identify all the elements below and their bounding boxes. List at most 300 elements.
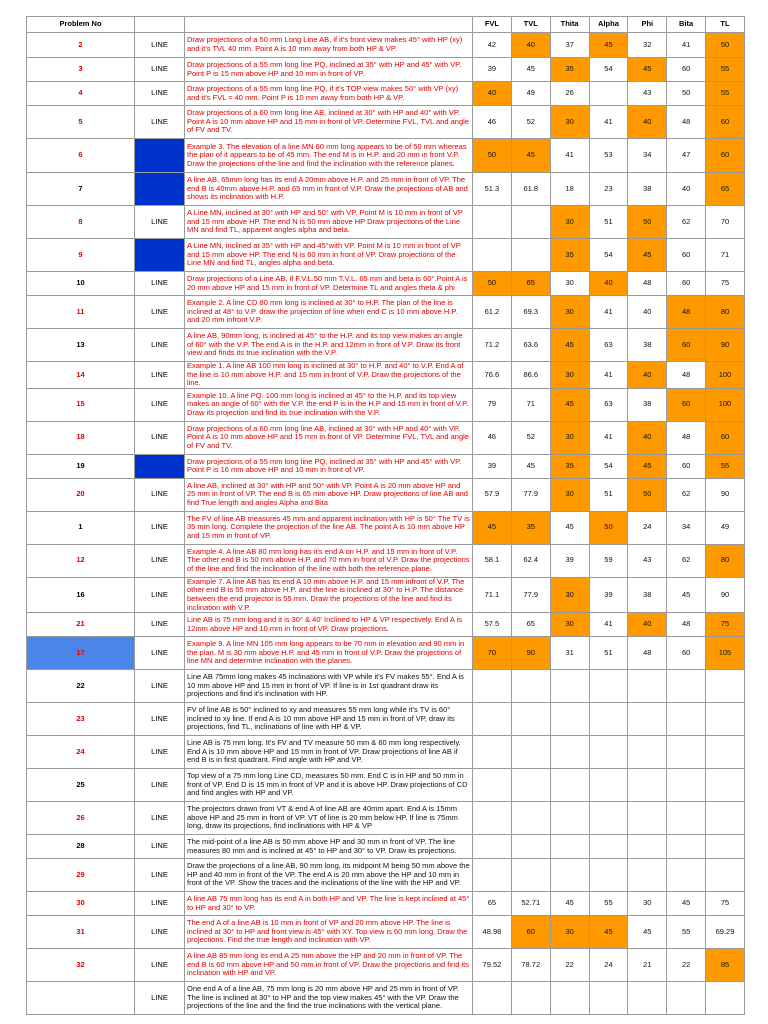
problem-type-cell[interactable]: LINE [135, 206, 185, 239]
tvl-value-cell[interactable] [511, 206, 550, 239]
problem-number-cell[interactable] [27, 982, 135, 1015]
alpha-value-cell[interactable]: 51 [589, 478, 628, 511]
problem-number-cell[interactable]: 3 [27, 58, 135, 82]
tvl-value-cell[interactable]: 60 [511, 916, 550, 949]
tvl-value-cell[interactable]: 45 [511, 139, 550, 173]
alpha-value-cell[interactable]: 54 [589, 58, 628, 82]
tvl-value-cell[interactable]: 52.71 [511, 892, 550, 916]
problem-number-cell[interactable]: 15 [27, 388, 135, 421]
problem-number-cell[interactable]: 18 [27, 421, 135, 454]
problem-description-cell[interactable]: Draw projections of a 60 mm long line AB, inclined at 30° with HP and 40° with VP. Point A is 10 mm above HP and 15 mm in front of VP. Determine FVL, TVL and angle of FV and TV. [185, 421, 473, 454]
thita-value-cell[interactable]: 31 [550, 637, 589, 670]
tl-value-cell[interactable]: 90 [706, 577, 745, 612]
problem-number-cell[interactable]: 8 [27, 206, 135, 239]
thita-value-cell[interactable]: 22 [550, 949, 589, 982]
fvl-value-cell[interactable]: 65 [473, 892, 512, 916]
phi-value-cell[interactable] [628, 736, 667, 769]
alpha-value-cell[interactable]: 51 [589, 206, 628, 239]
phi-value-cell[interactable]: 45 [628, 454, 667, 478]
fvl-value-cell[interactable]: 58.1 [473, 544, 512, 577]
problem-number-cell[interactable]: 30 [27, 892, 135, 916]
problem-type-cell[interactable]: LINE [135, 173, 185, 206]
problem-type-cell[interactable]: LINE [135, 577, 185, 612]
problem-type-cell[interactable]: LINE [135, 769, 185, 802]
phi-value-cell[interactable]: 38 [628, 388, 667, 421]
bita-value-cell[interactable]: 45 [667, 577, 706, 612]
problem-number-cell[interactable]: 22 [27, 670, 135, 703]
problem-number-cell[interactable]: 11 [27, 296, 135, 329]
thita-value-cell[interactable] [550, 769, 589, 802]
problem-description-cell[interactable]: Line AB is 75 mm long. It's FV and TV measure 50 mm & 60 mm long respectively. End A is 10 mm above HP and 15 mm in front of VP. Draw projections of line AB if end B is in first quadrant. Find angle with HP and VP. [185, 736, 473, 769]
alpha-value-cell[interactable]: 59 [589, 544, 628, 577]
phi-value-cell[interactable]: 21 [628, 949, 667, 982]
problem-number-cell[interactable]: 4 [27, 82, 135, 106]
bita-value-cell[interactable]: 34 [667, 511, 706, 544]
problem-description-cell[interactable]: Draw the projections of a line AB, 90 mm long, its midpoint M being 50 mm above the HP and 40 mm in front of the VP. The end A is 20 mm above the HP and 10 mm in front of the VP. Show the traces and the inclinations of the line with the HP and VP. [185, 859, 473, 892]
problem-description-cell[interactable]: A Line MN, inclined at 30° with HP and 50° with VP. Point M is 10 mm in front of VP and 15 mm above HP. The end N is 50 mm above HP Draw projections of the Line MN and find TL, apparent angles alpha and beta. [185, 206, 473, 239]
alpha-value-cell[interactable]: 55 [589, 892, 628, 916]
problem-number-cell[interactable]: 14 [27, 362, 135, 389]
problem-number-cell[interactable]: 6 [27, 139, 135, 173]
fvl-value-cell[interactable]: 79.52 [473, 949, 512, 982]
fvl-value-cell[interactable] [473, 239, 512, 272]
phi-value-cell[interactable] [628, 835, 667, 859]
bita-value-cell[interactable]: 60 [667, 454, 706, 478]
problem-type-cell[interactable]: LINE [135, 272, 185, 296]
alpha-value-cell[interactable]: 41 [589, 613, 628, 637]
problem-type-cell[interactable]: LINE [135, 329, 185, 362]
thita-value-cell[interactable]: 37 [550, 33, 589, 58]
tvl-value-cell[interactable]: 69.3 [511, 296, 550, 329]
thita-value-cell[interactable]: 35 [550, 58, 589, 82]
tvl-value-cell[interactable] [511, 859, 550, 892]
problem-description-cell[interactable]: The mid-point of a line AB is 50 mm above HP and 30 mm in front of VP. The line measures 80 mm and is inclined at 45° to HP and 30° to VP. Draw its projections. [185, 835, 473, 859]
problem-description-cell[interactable]: Draw projections of a 55 mm long line PQ, inclined at 35° with HP and 45° with VP. Point P is 15 mm above HP and 10 mm in front of VP. [185, 58, 473, 82]
phi-value-cell[interactable]: 50 [628, 206, 667, 239]
bita-value-cell[interactable]: 48 [667, 296, 706, 329]
problem-description-cell[interactable]: Draw projections of a 60 mm long line AB, inclined at 30° with HP and 40° with VP. Point A is 10 mm above HP and 15 mm in front of VP. Determine FVL, TVL and angle of FV and TV. [185, 106, 473, 139]
bita-value-cell[interactable]: 60 [667, 239, 706, 272]
tl-value-cell[interactable]: 75 [706, 272, 745, 296]
thita-value-cell[interactable] [550, 736, 589, 769]
problem-number-cell[interactable]: 7 [27, 173, 135, 206]
problem-type-cell[interactable]: LINE [135, 239, 185, 272]
problem-type-cell[interactable]: LINE [135, 703, 185, 736]
alpha-value-cell[interactable]: 41 [589, 296, 628, 329]
tvl-value-cell[interactable] [511, 703, 550, 736]
phi-value-cell[interactable]: 30 [628, 892, 667, 916]
tvl-value-cell[interactable]: 40 [511, 33, 550, 58]
tl-value-cell[interactable]: 71 [706, 239, 745, 272]
thita-value-cell[interactable]: 30 [550, 296, 589, 329]
fvl-value-cell[interactable] [473, 206, 512, 239]
fvl-value-cell[interactable]: 42 [473, 33, 512, 58]
problem-description-cell[interactable]: Example 10. A line PQ. 100 mm long is inclined at 45° to the H.P. and its top view makes an angle of 60° with the V.P. the end P is in the H.P and 15 mm in front of V.P. Draw its projection and find its true inclination with the V.P. [185, 388, 473, 421]
thita-value-cell[interactable]: 41 [550, 139, 589, 173]
thita-value-cell[interactable]: 30 [550, 106, 589, 139]
header-phi[interactable]: Phi [628, 17, 667, 33]
thita-value-cell[interactable]: 35 [550, 454, 589, 478]
fvl-value-cell[interactable]: 57.5 [473, 613, 512, 637]
tl-value-cell[interactable] [706, 703, 745, 736]
thita-value-cell[interactable]: 30 [550, 272, 589, 296]
problem-type-cell[interactable]: LINE [135, 106, 185, 139]
fvl-value-cell[interactable] [473, 802, 512, 835]
problem-description-cell[interactable]: Example 4. A line AB 80 mm long has it's end A on H.P. and 15 mm in front of V.P. The other end B is 50 mm above H.P. and 70 mm in front of V.P. Draw the projections of the line and find the inclination of the line with both the reference plane. [185, 544, 473, 577]
tl-value-cell[interactable]: 49 [706, 511, 745, 544]
tvl-value-cell[interactable]: 77.9 [511, 478, 550, 511]
phi-value-cell[interactable]: 32 [628, 33, 667, 58]
thita-value-cell[interactable] [550, 835, 589, 859]
fvl-value-cell[interactable]: 40 [473, 82, 512, 106]
tvl-value-cell[interactable]: 78.72 [511, 949, 550, 982]
alpha-value-cell[interactable]: 41 [589, 106, 628, 139]
fvl-value-cell[interactable]: 61.2 [473, 296, 512, 329]
phi-value-cell[interactable]: 48 [628, 272, 667, 296]
tl-value-cell[interactable]: 90 [706, 478, 745, 511]
tl-value-cell[interactable]: 90 [706, 329, 745, 362]
problem-description-cell[interactable]: Example 1. A line AB 100 mm long is inclined at 30° to H.P. and 40° to V.P. End A of the line is 10 mm above H.P. and 15 mm in front of V.P. Draw the projections of the line. [185, 362, 473, 389]
alpha-value-cell[interactable] [589, 982, 628, 1015]
problem-type-cell[interactable]: LINE [135, 82, 185, 106]
fvl-value-cell[interactable]: 71.1 [473, 577, 512, 612]
problem-type-cell[interactable]: LINE [135, 892, 185, 916]
alpha-value-cell[interactable] [589, 835, 628, 859]
problem-type-cell[interactable]: LINE [135, 835, 185, 859]
tl-value-cell[interactable]: 100 [706, 388, 745, 421]
problem-description-cell[interactable]: Draw projections of a 50 mm Long Line AB, if it's front view makes 45° with HP (xy) and it's TVL 40 mm. Point A is 10 mm away from both HP & VP. [185, 33, 473, 58]
problem-description-cell[interactable]: A line AB, 65mm long has its end A 20mm above H.P. and 25 mm in front of VP. The end B is 40mm above H.P. and 65 mm in front of V.P. Draw the projections of AB and shows its inclination with H.P. [185, 173, 473, 206]
phi-value-cell[interactable] [628, 982, 667, 1015]
alpha-value-cell[interactable]: 40 [589, 272, 628, 296]
fvl-value-cell[interactable]: 45 [473, 511, 512, 544]
problem-description-cell[interactable]: FV of line AB is 50° inclined to xy and measures 55 mm long while it's TV is 60° inclined to xy line. If end A is 10 mm above HP and 15 mm in front of VP, draw its projections, find TL, inclinations of line with HP & VP. [185, 703, 473, 736]
alpha-value-cell[interactable]: 63 [589, 388, 628, 421]
problem-description-cell[interactable]: Example 2. A line CD 80 mm long is inclined at 30° to H.P. The plan of the line is inclined at 48° to V.P. draw the projection of line when end C is 10 mm above H.P. and 20 mm infront V.P. [185, 296, 473, 329]
tvl-value-cell[interactable] [511, 802, 550, 835]
phi-value-cell[interactable] [628, 703, 667, 736]
tvl-value-cell[interactable]: 86.6 [511, 362, 550, 389]
alpha-value-cell[interactable] [589, 703, 628, 736]
problem-description-cell[interactable]: A line AB 75 mm long has its end A in both HP and VP. The line is kept inclined at 45° to HP and 30° to VP. [185, 892, 473, 916]
problem-description-cell[interactable]: One end A of a line AB, 75 mm long is 20 mm above HP and 25 mm in front of VP. The line is inclined at 30° to HP and the top view makes 45° with the VP. Draw the projections of the line and the find the true inclinations with the vertical plane. [185, 982, 473, 1015]
bita-value-cell[interactable]: 22 [667, 949, 706, 982]
bita-value-cell[interactable] [667, 982, 706, 1015]
tvl-value-cell[interactable]: 65 [511, 272, 550, 296]
phi-value-cell[interactable] [628, 859, 667, 892]
problem-description-cell[interactable]: A Line MN, inclined at 35° with HP and 45°with VP. Point M is 10 mm in front of VP and 15 mm above HP. The end N is 60 mm in front of VP. Draw projections of the Line MN and find TL, angles alpha and beta. [185, 239, 473, 272]
bita-value-cell[interactable] [667, 802, 706, 835]
tl-value-cell[interactable]: 70 [706, 206, 745, 239]
fvl-value-cell[interactable] [473, 703, 512, 736]
bita-value-cell[interactable]: 48 [667, 106, 706, 139]
phi-value-cell[interactable]: 38 [628, 329, 667, 362]
fvl-value-cell[interactable]: 70 [473, 637, 512, 670]
phi-value-cell[interactable]: 38 [628, 577, 667, 612]
problem-number-cell[interactable]: 10 [27, 272, 135, 296]
problem-description-cell[interactable]: Draw projections of a 55 mm long line PQ, inclined at 35° with HP and 45° with VP. Point P is 16 mm above HP and 10 mm in front of VP. [185, 454, 473, 478]
tl-value-cell[interactable]: 60 [706, 421, 745, 454]
alpha-value-cell[interactable] [589, 769, 628, 802]
bita-value-cell[interactable]: 62 [667, 478, 706, 511]
tl-value-cell[interactable]: 75 [706, 892, 745, 916]
bita-value-cell[interactable]: 55 [667, 916, 706, 949]
alpha-value-cell[interactable] [589, 736, 628, 769]
problem-description-cell[interactable]: The FV of line AB measures 45 mm and apparent inclination with HP is 50° The TV is 35 mm long. Complete the projection of the line AB. The point A is 10 mm above HP and 15 mm in front of VP. [185, 511, 473, 544]
fvl-value-cell[interactable]: 46 [473, 421, 512, 454]
tvl-value-cell[interactable]: 35 [511, 511, 550, 544]
alpha-value-cell[interactable]: 23 [589, 173, 628, 206]
problem-type-cell[interactable]: LINE [135, 296, 185, 329]
thita-value-cell[interactable]: 30 [550, 577, 589, 612]
tl-value-cell[interactable] [706, 835, 745, 859]
alpha-value-cell[interactable]: 45 [589, 916, 628, 949]
problem-description-cell[interactable]: A line AB, inclined at 30° with HP and 50° with VP. Point A is 20 mm above HP and 25 mm in front of VP. The end B is 65 mm above HP. Draw projections of line AB and find True length and angles Alpha and Bita [185, 478, 473, 511]
phi-value-cell[interactable]: 40 [628, 106, 667, 139]
alpha-value-cell[interactable] [589, 82, 628, 106]
problem-description-cell[interactable]: Draw projections of a Line AB, if F.V.L.50 mm T.V.L. 65 mm and beta is 60°.Point A is 20 mm above HP and 15 mm in front of VP. Determine TL and angles theta & phi [185, 272, 473, 296]
phi-value-cell[interactable]: 38 [628, 173, 667, 206]
problem-type-cell[interactable]: LINE [135, 421, 185, 454]
fvl-value-cell[interactable]: 79 [473, 388, 512, 421]
bita-value-cell[interactable]: 60 [667, 58, 706, 82]
alpha-value-cell[interactable]: 50 [589, 511, 628, 544]
phi-value-cell[interactable] [628, 802, 667, 835]
thita-value-cell[interactable]: 45 [550, 329, 589, 362]
problem-number-cell[interactable]: 26 [27, 802, 135, 835]
thita-value-cell[interactable]: 39 [550, 544, 589, 577]
problem-description-cell[interactable]: Top view of a 75 mm long Line CD, measures 50 mm. End C is in HP and 50 mm in front of VP. End D is 15 mm in front of VP and it is above HP. Draw projections of CD and find angles with HP and VP. [185, 769, 473, 802]
phi-value-cell[interactable]: 50 [628, 478, 667, 511]
tl-value-cell[interactable]: 55 [706, 58, 745, 82]
tl-value-cell[interactable]: 65 [706, 173, 745, 206]
tl-value-cell[interactable] [706, 802, 745, 835]
header-alpha[interactable]: Alpha [589, 17, 628, 33]
problem-type-cell[interactable]: LINE [135, 139, 185, 173]
alpha-value-cell[interactable]: 54 [589, 454, 628, 478]
tvl-value-cell[interactable]: 45 [511, 58, 550, 82]
tvl-value-cell[interactable] [511, 982, 550, 1015]
tvl-value-cell[interactable]: 65 [511, 613, 550, 637]
bita-value-cell[interactable]: 60 [667, 329, 706, 362]
phi-value-cell[interactable]: 40 [628, 296, 667, 329]
bita-value-cell[interactable] [667, 703, 706, 736]
phi-value-cell[interactable]: 45 [628, 239, 667, 272]
tl-value-cell[interactable] [706, 982, 745, 1015]
problem-type-cell[interactable]: LINE [135, 859, 185, 892]
problem-number-cell[interactable]: 23 [27, 703, 135, 736]
problem-number-cell[interactable]: 29 [27, 859, 135, 892]
bita-value-cell[interactable] [667, 835, 706, 859]
tvl-value-cell[interactable]: 52 [511, 421, 550, 454]
alpha-value-cell[interactable]: 24 [589, 949, 628, 982]
header-fvl[interactable]: FVL [473, 17, 512, 33]
problem-type-cell[interactable]: LINE [135, 33, 185, 58]
tl-value-cell[interactable]: 105 [706, 637, 745, 670]
alpha-value-cell[interactable]: 39 [589, 577, 628, 612]
problem-number-cell[interactable]: 24 [27, 736, 135, 769]
tvl-value-cell[interactable] [511, 736, 550, 769]
bita-value-cell[interactable]: 40 [667, 173, 706, 206]
tl-value-cell[interactable]: 50 [706, 33, 745, 58]
tvl-value-cell[interactable]: 71 [511, 388, 550, 421]
problem-type-cell[interactable]: LINE [135, 982, 185, 1015]
fvl-value-cell[interactable]: 50 [473, 272, 512, 296]
fvl-value-cell[interactable] [473, 736, 512, 769]
bita-value-cell[interactable] [667, 859, 706, 892]
fvl-value-cell[interactable] [473, 670, 512, 703]
problem-description-cell[interactable]: A line AB 85 mm long its end A 25 mm above the HP and 20 mm in front of VP. The end B is 60 mm above HP and 50 mm in front of VP. Draw the projections and find its inclination with HP and VP. [185, 949, 473, 982]
fvl-value-cell[interactable]: 39 [473, 454, 512, 478]
thita-value-cell[interactable]: 30 [550, 916, 589, 949]
tvl-value-cell[interactable] [511, 670, 550, 703]
tvl-value-cell[interactable]: 49 [511, 82, 550, 106]
header-problem-no[interactable]: Problem No [27, 17, 135, 33]
problem-number-cell[interactable]: 17 [27, 637, 135, 670]
phi-value-cell[interactable] [628, 670, 667, 703]
problem-number-cell[interactable]: 13 [27, 329, 135, 362]
tvl-value-cell[interactable]: 61.8 [511, 173, 550, 206]
alpha-value-cell[interactable]: 41 [589, 362, 628, 389]
thita-value-cell[interactable]: 18 [550, 173, 589, 206]
thita-value-cell[interactable]: 45 [550, 511, 589, 544]
problem-description-cell[interactable]: Line AB is 75 mm long and it is 30° & 40' Inclined to HP & VP respectively. End A is 12mm above HP and 10 mm in front of VP. Draw projections. [185, 613, 473, 637]
problem-number-cell[interactable]: 2 [27, 33, 135, 58]
thita-value-cell[interactable]: 35 [550, 239, 589, 272]
bita-value-cell[interactable]: 48 [667, 362, 706, 389]
alpha-value-cell[interactable]: 53 [589, 139, 628, 173]
problem-number-cell[interactable]: 28 [27, 835, 135, 859]
tvl-value-cell[interactable]: 63.6 [511, 329, 550, 362]
problem-number-cell[interactable]: 5 [27, 106, 135, 139]
fvl-value-cell[interactable]: 50 [473, 139, 512, 173]
bita-value-cell[interactable] [667, 670, 706, 703]
bita-value-cell[interactable]: 47 [667, 139, 706, 173]
tl-value-cell[interactable]: 60 [706, 139, 745, 173]
header-bita[interactable]: Bita [667, 17, 706, 33]
tvl-value-cell[interactable] [511, 239, 550, 272]
problem-description-cell[interactable]: Example 9. A line MN 105 mm long appears to be 70 mm in elevation and 90 mm in the plan. M is 30 mm above H.P. and 45 mm in front of V.P. Draw the projections of line MN and determine inclination with the planes. [185, 637, 473, 670]
bita-value-cell[interactable]: 48 [667, 421, 706, 454]
bita-value-cell[interactable]: 62 [667, 544, 706, 577]
problem-type-cell[interactable]: LINE [135, 802, 185, 835]
alpha-value-cell[interactable]: 63 [589, 329, 628, 362]
problem-description-cell[interactable]: A line AB, 90mm long, is inclined at 45° to the H.P. and its top view makes an angle of 60° with the V.P. The end A is in the H.P. and 12mm in front of V.P. Draw its front view and finds its true inclination with the V.P. [185, 329, 473, 362]
tvl-value-cell[interactable]: 45 [511, 454, 550, 478]
problem-type-cell[interactable]: LINE [135, 949, 185, 982]
bita-value-cell[interactable] [667, 769, 706, 802]
thita-value-cell[interactable] [550, 670, 589, 703]
problem-description-cell[interactable]: The projectors drawn from VT & end A of line AB are 40mm apart. End A is 15mm above HP and 25 mm in front of VP. VT of line is 20 mm below HP. If line is 75mm long, draw its projections, find inclinations with HP & VP [185, 802, 473, 835]
thita-value-cell[interactable] [550, 982, 589, 1015]
problem-number-cell[interactable]: 25 [27, 769, 135, 802]
tvl-value-cell[interactable] [511, 769, 550, 802]
tl-value-cell[interactable]: 55 [706, 454, 745, 478]
fvl-value-cell[interactable]: 39 [473, 58, 512, 82]
fvl-value-cell[interactable]: 51.3 [473, 173, 512, 206]
tl-value-cell[interactable] [706, 769, 745, 802]
thita-value-cell[interactable]: 26 [550, 82, 589, 106]
thita-value-cell[interactable]: 30 [550, 362, 589, 389]
phi-value-cell[interactable]: 40 [628, 613, 667, 637]
bita-value-cell[interactable]: 50 [667, 82, 706, 106]
bita-value-cell[interactable]: 62 [667, 206, 706, 239]
problem-number-cell[interactable]: 9 [27, 239, 135, 272]
thita-value-cell[interactable]: 45 [550, 388, 589, 421]
tl-value-cell[interactable]: 80 [706, 296, 745, 329]
problem-type-cell[interactable]: LINE [135, 362, 185, 389]
thita-value-cell[interactable]: 30 [550, 613, 589, 637]
thita-value-cell[interactable]: 45 [550, 892, 589, 916]
tvl-value-cell[interactable] [511, 835, 550, 859]
tl-value-cell[interactable]: 80 [706, 544, 745, 577]
bita-value-cell[interactable] [667, 736, 706, 769]
problem-number-cell[interactable]: 19 [27, 454, 135, 478]
fvl-value-cell[interactable] [473, 859, 512, 892]
fvl-value-cell[interactable] [473, 769, 512, 802]
problem-type-cell[interactable]: LINE [135, 613, 185, 637]
tl-value-cell[interactable] [706, 670, 745, 703]
phi-value-cell[interactable]: 43 [628, 82, 667, 106]
problem-type-cell[interactable]: LINE [135, 511, 185, 544]
fvl-value-cell[interactable] [473, 982, 512, 1015]
tl-value-cell[interactable]: 75 [706, 613, 745, 637]
problem-type-cell[interactable]: LINE [135, 388, 185, 421]
thita-value-cell[interactable]: 30 [550, 206, 589, 239]
header-tl[interactable]: TL [706, 17, 745, 33]
problem-description-cell[interactable]: Line AB 75mm long makes 45 inclinations with VP while it's FV makes 55°. End A is 10 mm above HP and 15 mm in front of VP. If line is in 1st quadrant draw its projections and find it's inclination with HP. [185, 670, 473, 703]
thita-value-cell[interactable] [550, 859, 589, 892]
problem-number-cell[interactable]: 1 [27, 511, 135, 544]
phi-value-cell[interactable]: 43 [628, 544, 667, 577]
problem-type-cell[interactable]: LINE [135, 478, 185, 511]
problem-number-cell[interactable]: 32 [27, 949, 135, 982]
problem-type-cell[interactable]: LINE [135, 916, 185, 949]
tl-value-cell[interactable]: 85 [706, 949, 745, 982]
bita-value-cell[interactable]: 41 [667, 33, 706, 58]
problem-description-cell[interactable]: Example 7. A line AB has its end A 10 mm above H.P. and 15 mm infront of V.P. The other end B is 55 mm above H.P. and the line is inclined at 30° to H.P. The distance between the end projector is 55 mm. Draw the projections of the line and find its inclination with V.P. [185, 577, 473, 612]
tl-value-cell[interactable]: 55 [706, 82, 745, 106]
fvl-value-cell[interactable]: 71.2 [473, 329, 512, 362]
problem-type-cell[interactable]: LINE [135, 58, 185, 82]
tl-value-cell[interactable]: 60 [706, 106, 745, 139]
tvl-value-cell[interactable]: 90 [511, 637, 550, 670]
phi-value-cell[interactable]: 24 [628, 511, 667, 544]
fvl-value-cell[interactable]: 76.6 [473, 362, 512, 389]
problem-description-cell[interactable]: The end A of a line AB is 10 mm in front of VP and 20 mm above HP. The line is inclined at 30° to HP and front view is 45° with XY. Top view is 60 mm long. Draw the projections. Find the true length and inclination with VP. [185, 916, 473, 949]
thita-value-cell[interactable]: 30 [550, 478, 589, 511]
problem-type-cell[interactable]: LINE [135, 544, 185, 577]
tl-value-cell[interactable]: 100 [706, 362, 745, 389]
tvl-value-cell[interactable]: 62.4 [511, 544, 550, 577]
problem-number-cell[interactable]: 31 [27, 916, 135, 949]
tvl-value-cell[interactable]: 77.9 [511, 577, 550, 612]
problem-number-cell[interactable]: 21 [27, 613, 135, 637]
fvl-value-cell[interactable]: 46 [473, 106, 512, 139]
header-description[interactable] [185, 17, 473, 33]
bita-value-cell[interactable]: 60 [667, 388, 706, 421]
bita-value-cell[interactable]: 48 [667, 613, 706, 637]
thita-value-cell[interactable] [550, 703, 589, 736]
alpha-value-cell[interactable]: 45 [589, 33, 628, 58]
bita-value-cell[interactable]: 60 [667, 637, 706, 670]
tl-value-cell[interactable]: 69.29 [706, 916, 745, 949]
problem-type-cell[interactable]: LINE [135, 736, 185, 769]
thita-value-cell[interactable] [550, 802, 589, 835]
header-type[interactable] [135, 17, 185, 33]
bita-value-cell[interactable]: 45 [667, 892, 706, 916]
problem-number-cell[interactable]: 16 [27, 577, 135, 612]
